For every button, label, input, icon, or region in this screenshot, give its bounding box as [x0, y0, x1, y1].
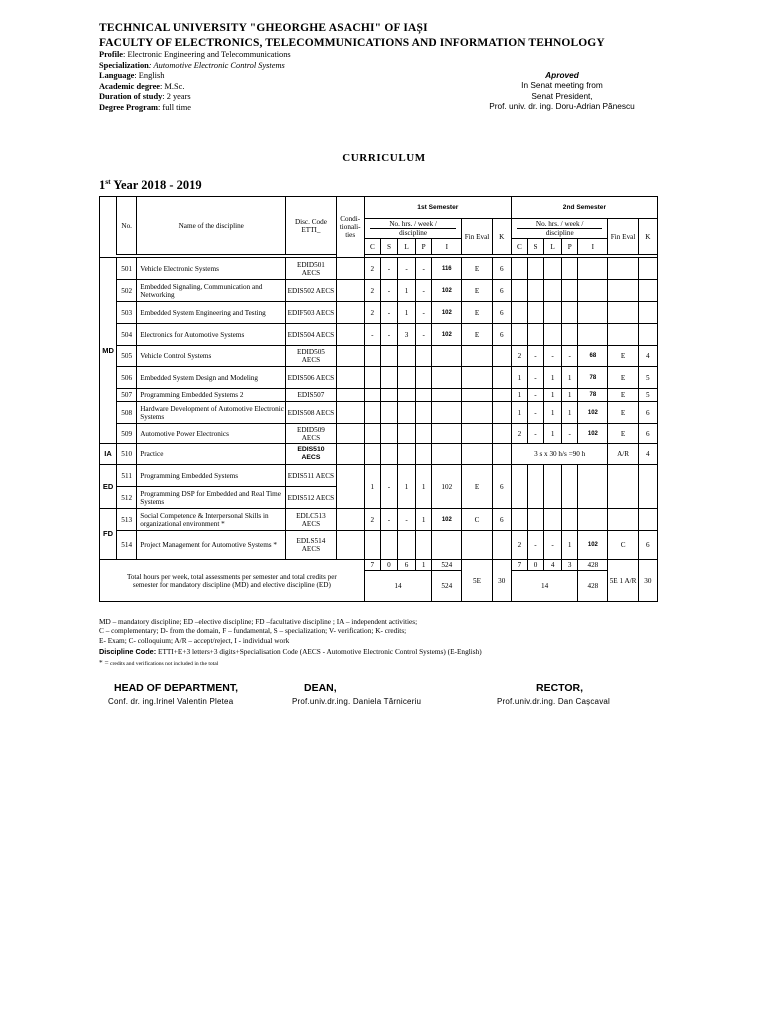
table-row: 509 Automotive Power Electronics EDID509 AECS 2 - 1 - 102 E 6: [100, 424, 658, 444]
l-header: L: [398, 239, 416, 255]
category-md: MD: [100, 258, 117, 444]
legend-line: MD – mandatory discipline; ED –elective discipline; FD –facultative discipline ; IA – independent activities;: [99, 617, 418, 626]
table-row: MD 501 Vehicle Electronic Systems EDID501 AECS 2 - - - 116 E 6: [100, 258, 658, 280]
credits-header: K: [638, 219, 657, 255]
table-row: 514 Project Management for Automotive Systems * EDLS514 AECS 2 - - 1 102 C 6: [100, 531, 658, 560]
col-cond-header: Condi-tionali-ties: [336, 197, 364, 258]
table-row: 505 Vehicle Control Systems EDID505 AECS 2 - - - 68 E 4: [100, 346, 658, 367]
approval-line: In Senat meeting from: [521, 80, 603, 91]
table-row: FD 513 Social Competence & Interpersonal Skills in organizational environment * EDLC513 AECS 2 - - 1 102 C 6: [100, 509, 658, 531]
language-line: Language: English: [99, 71, 165, 81]
s-header: S: [527, 239, 543, 255]
year-title: 1st Year 2018 - 2019: [99, 177, 202, 193]
approval-line: Senat President,: [531, 90, 593, 101]
category-ed: ED: [100, 465, 117, 509]
col-no-header: No.: [117, 197, 137, 255]
fin-eval-header: Fin Eval: [608, 219, 638, 255]
legend-line: E- Exam; C- colloquium; A/R – accept/reject, I - individual work: [99, 635, 290, 645]
hours-header: No. hrs. / week / discipline: [364, 219, 462, 239]
specialization-line: Specialization: Automotive Electronic Control Systems: [99, 60, 285, 70]
col-name-header: Name of the discipline: [137, 197, 286, 255]
rector-title: RECTOR,: [536, 682, 584, 694]
approval-title: Aproved: [545, 70, 579, 80]
hours-header: No. hrs. / week / discipline: [511, 219, 608, 239]
totals-label: Total hours per week, total assessments per semester and total credits per semester for mandatory discipline (MD) and elective discipline (ED): [100, 560, 365, 602]
l-header: L: [544, 239, 562, 255]
profile-line: Profile: Electronic Engineering and Telecommunications: [99, 50, 291, 59]
credits-header: K: [492, 219, 511, 255]
table-row: 506 Embedded System Design and Modeling EDIS506 AECS 1 - 1 1 78 E 5: [100, 367, 658, 389]
table-row: IA 510 Practice EDIS510 AECS 3 s x 30 h/s =90 h A/R 4: [100, 444, 658, 465]
discipline-code-line: Discipline Code: ETTI+E+3 letters+3 digits+Specialisation Code (AECS - Automotive Electronic Control Systems) (E-English): [99, 647, 482, 657]
totals-row: Total hours per week, total assessments per semester and total credits per semester for mandatory discipline (MD) and elective discipline (ED) 7 0 6 1 524 5E 30 7 0 4 3 428 5E 1 A/R 30: [100, 560, 658, 571]
program-line: Degree Program: full time: [99, 102, 192, 112]
col-code-header: Disc. Code ETTI_: [286, 197, 336, 255]
approval-line: Prof. univ. dr. ing. Doru-Adrian Pănescu: [489, 101, 635, 112]
table-row: 504 Electronics for Automotive Systems EDIS504 AECS - - 3 - 102 E 6: [100, 324, 658, 346]
legend: [99, 617, 482, 669]
faculty-name: FACULTY OF ELECTRONICS, TELECOMMUNICATIONS AND INFORMATION TEHNOLOGY: [99, 37, 605, 49]
table-row: 507 Programming Embedded Systems 2 EDIS507 1 - 1 1 78 E 5: [100, 389, 658, 402]
curriculum-table: [99, 196, 658, 602]
approval-block: [450, 70, 674, 112]
table-row: 508 Hardware Development of Automotive Electronic Systems EDIS508 AECS 1 - 1 1 102 E 6: [100, 402, 658, 424]
i-header: I: [432, 239, 462, 255]
degree-line: Academic degree: M.Sc.: [99, 81, 185, 91]
fin-eval-header: Fin Eval: [462, 219, 492, 255]
university-name: TECHNICAL UNIVERSITY "GHEORGHE ASACHI" OF IAȘI: [99, 22, 428, 34]
c-header: C: [511, 239, 527, 255]
table-row: 502 Embedded Signaling, Communication and Networking EDIS502 AECS 2 - 1 - 102 E 6: [100, 280, 658, 302]
c-header: C: [364, 239, 380, 255]
rector-name: Prof.univ.dr.ing. Dan Cașcaval: [497, 697, 611, 706]
head-of-department-name: Conf. dr. ing.Irinel Valentin Pletea: [108, 697, 234, 706]
table-row: ED 511 Programming Embedded Systems EDIS511 AECS 1 - 1 1 102 E 6: [100, 465, 658, 487]
semester-2-header: 2nd Semester: [511, 197, 657, 219]
category-ia: IA: [100, 444, 117, 465]
program-details: [99, 50, 291, 114]
table-row: 503 Embedded System Engineering and Testing EDIF503 AECS 2 - 1 - 102 E 6: [100, 302, 658, 324]
totals-row: 14 524 14 428: [100, 571, 658, 602]
duration-line: Duration of study: 2 years: [99, 92, 191, 102]
credits-note: * = credits and verifications not included in the total: [99, 657, 219, 667]
p-header: P: [416, 239, 432, 255]
dean-name: Prof.univ.dr.ing. Daniela Tărniceriu: [292, 697, 422, 706]
head-of-department-title: HEAD OF DEPARTMENT,: [114, 682, 239, 694]
table-row: 512 Programming DSP for Embedded and Real Time Systems EDIS512 AECS: [100, 487, 658, 509]
semester-1-header: 1st Semester: [364, 197, 511, 219]
legend-line: C – complementary; D- from the domain, F – fundamental, S – specialization; V- verification; K- credits;: [99, 626, 407, 636]
s-header: S: [380, 239, 397, 255]
curriculum-title: CURRICULUM: [342, 152, 426, 164]
category-fd: FD: [100, 509, 117, 560]
p-header: P: [562, 239, 578, 255]
i-header: I: [578, 239, 608, 255]
dean-title: DEAN,: [304, 682, 337, 694]
